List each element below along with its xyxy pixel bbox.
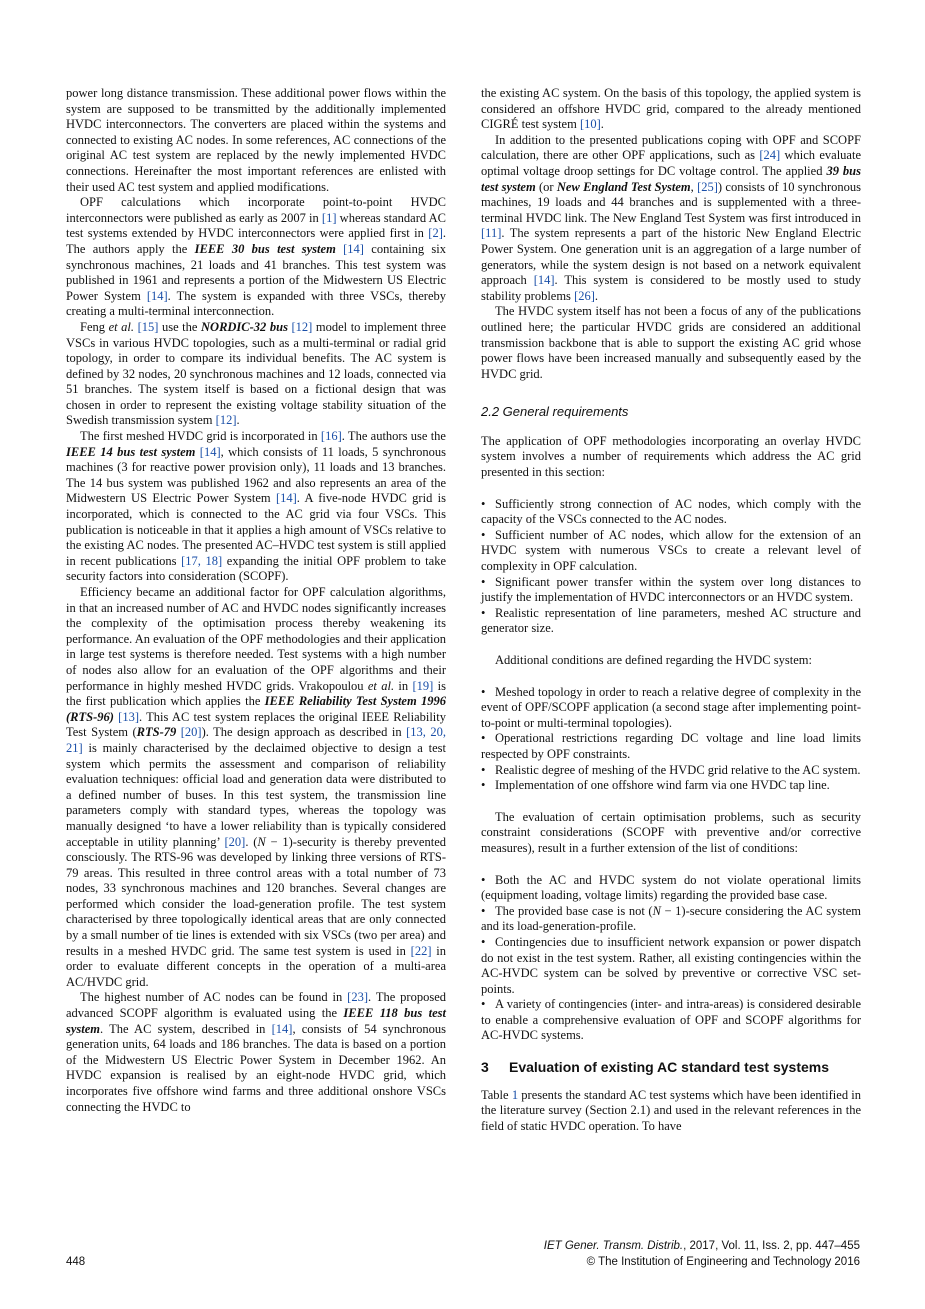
requirements-list <box>481 497 861 637</box>
list-item: • A variety of contingencies (inter- and intra-areas) is considered desirable to enable a comprehensive evaluation of OPF and SCOPF algorithms for AC-HVDC systems. <box>481 997 861 1044</box>
paragraph: power long distance transmission. These additional power flows within the system are supposed to be transmitted by the additionally implemented HVDC interconnectors. The converters are placed within the systems and connected to existing AC nodes. In some references, AC connections of the original AC test system are replaced by the newly implemented HVDC connections. Hereinafter the most important references are enlisted with their used AC test system and applied modifications. <box>66 86 446 194</box>
paragraph: Feng et al. [15] use the NORDIC-32 bus [12] model to implement three VSCs in various HVDC topologies, such as a multi-terminal or radial grid topology, in order to compare its individual benefits. The AC system is defined by 32 nodes, 20 synchronous machines and 12 loads, connected via 51 branches. The system itself is based on a fictional design that was chosen in order to represent the existing voltage stability situation of the Swedish transmission system [12]. <box>66 319 446 428</box>
test-system-name: New England Test System <box>556 179 691 194</box>
citation-link[interactable]: [14] <box>275 491 297 506</box>
hvdc-conditions-list <box>481 685 861 794</box>
test-system-name: IEEE 14 bus test system <box>66 444 196 459</box>
left-column <box>66 86 446 1115</box>
citation-link[interactable]: [12] <box>291 319 313 334</box>
paragraph: The first meshed HVDC grid is incorporated in [16]. The authors use the IEEE 14 bus test system [14], which consists of 11 loads, 5 synchronous machines (3 for reactive power provision only), 11 loads and 13 branches. The 14 bus system was published 1962 and also represents an area of the Midwestern US Electric Power System [14]. A five-node HVDC grid is incorporated, which is connected to the AC grid via four VSCs. This publication is noticeable in that it applies a high amount of VSCs relative to the existing AC nodes. The presented AC–HVDC test system is still applied in recent publications [17, 18] expanding the initial OPF problem to take security factors into consideration (SCOPF). <box>66 429 446 584</box>
citation-link[interactable]: [2] <box>428 226 443 241</box>
citation-link[interactable]: [14] <box>146 288 168 303</box>
citation-link[interactable]: [14] <box>271 1021 293 1036</box>
section-heading <box>481 1060 861 1076</box>
test-system-name: IEEE Reliability Test System 1996 (RTS-96) <box>66 694 446 724</box>
citation-link[interactable]: [15] <box>137 319 159 334</box>
paragraph: In addition to the presented publications coping with OPF and SCOPF calculation, there are other OPF applications, such as [24] which evaluate optimal voltage droop settings for DC voltage control. The applied 39 bus test system (or New England Test System, [25]) consists of 10 synchronous machines, 19 loads and 44 branches and is supplemented with a three-terminal HVDC link. The New England Test System was first introduced in [11]. The system represents a part of the historic New England Electric Power System. One generation unit is an aggregation of a large number of generators, while the system design is not based on a network equivalent approach [14]. This system is considered to be mostly used to study stability problems [26]. <box>481 132 862 303</box>
citation-link[interactable]: [17, 18] <box>181 553 223 568</box>
citation-link[interactable]: [25] <box>697 179 718 194</box>
list-item: • Implementation of one offshore wind farm via one HVDC tap line. <box>481 778 861 794</box>
paragraph: Efficiency became an additional factor for OPF calculation algorithms, in that an increased number of AC and HVDC nodes significantly increases the complexity of the optimisation process thereby weakening its performance. An evaluation of the OPF methodologies and their application in large test systems is therefore needed. Test systems with a high number of nodes also allow for an evaluation of the OPF algorithms and their performance in highly meshed HVDC grids. Vrakopoulou et al. in [19] is the first publication which applies the IEEE Reliability Test System 1996 (RTS-96) [13]. This AC test system replaces the original IEEE Reliability Test System (RTS-79 [20]). The design approach as described in [13, 20, 21] is mainly characterised by the declaimed objective to design a test system which permits the assessment and comparison of reliability evaluation techniques: official load and generation data were distributed to a defined number of buses. In this test system, the transmission line parameters comply with standard types, whereas the topology was manually designed ‘to have a lower reliability than is typically considered acceptable in utility planning’ [20]. (N − 1)-security is thereby prevented consciously. The RTS-96 was developed by linking three versions of RTS-79 areas. This resulted in three control areas with a total number of 73 nodes, 33 synchronous machines and 120 branches. Several changes are performed which consider the load-generation profile. The test system characterised by three topologically identical areas that are only connected by a small number of tie lines is extended with six VSCs (two per area) and results in a meshed HVDC grid. The same test system is used in [22] in order to evaluate different concepts in the operation of a multi-area AC/HVDC grid. <box>66 585 447 989</box>
paragraph: OPF calculations which incorporate point-to-point HVDC interconnectors were published as early as 2007 in [1] whereas standard AC test systems extended by HVDC interconnectors were applied first in [2]. The authors apply the IEEE 30 bus test system [14] containing six synchronous machines, 21 loads and 41 branches. This test system was published in 1961 and represents a portion of the Midwestern US Electric Power System [14]. The system is expanded with three VSCs, thereby creating a multi-terminal interconnection. <box>66 195 446 319</box>
list-item: • The provided base case is not (N − 1)-secure considering the AC system and its load-generation-profile. <box>481 904 861 935</box>
list-item: • Operational restrictions regarding DC voltage and line load limits respected by OPF constraints. <box>481 731 861 762</box>
paragraph: Table 1 presents the standard AC test systems which have been identified in the literature survey (Section 2.1) and used in the relevant references in the field of static HVDC operation. To have <box>481 1087 862 1133</box>
test-system-name: IEEE 30 bus test system <box>194 241 336 256</box>
citation-link[interactable]: [14] <box>199 444 221 459</box>
paragraph: the existing AC system. On the basis of this topology, the applied system is considered an offshore HVDC grid, compared to the already mentioned CIGRÉ test system [10]. <box>481 86 861 132</box>
citation-link[interactable]: [24] <box>759 148 781 163</box>
subsection-heading: 2.2 General requirements <box>481 404 629 420</box>
citation-link[interactable]: [14] <box>343 241 364 256</box>
citation-link[interactable]: [20] <box>180 725 202 740</box>
citation-link[interactable]: [20] <box>224 834 246 849</box>
paragraph: The application of OPF methodologies incorporating an overlay HVDC system involves a number of requirements which address the AC grid presented in this section: <box>481 433 861 480</box>
list-item: • Meshed topology in order to reach a relative degree of complexity in the event of OPF/SCOPF application (a second stage after implementing point-to-point or multi-terminal topologies). <box>481 685 861 732</box>
test-system-name: 39 bus test system <box>481 163 861 194</box>
citation-link[interactable]: [26] <box>574 288 595 303</box>
citation-link[interactable]: [12] <box>215 413 237 428</box>
list-item: • Significant power transfer within the system over long distances to justify the implementation of HVDC interconnectors or an HVDC system. <box>481 575 861 606</box>
copyright-notice: © The Institution of Engineering and Technology 2016 <box>586 1256 860 1268</box>
section-number: 3 <box>481 1059 489 1076</box>
table-link[interactable]: 1 <box>511 1087 519 1102</box>
paragraph: Additional conditions are defined regarding the HVDC system: <box>495 653 812 667</box>
list-item: • Sufficient number of AC nodes, which allow for the extension of an HVDC system with numerous VSCs to create a relevant level of complexity in OPF calculation. <box>481 528 861 575</box>
citation-link[interactable]: [11] <box>481 226 502 241</box>
page-number: 448 <box>66 1256 86 1268</box>
citation-link[interactable]: [16] <box>320 429 342 444</box>
list-item: • Both the AC and HVDC system do not violate operational limits (equipment loading, voltage limits) regarding the provided base case. <box>481 873 861 904</box>
test-system-name: RTS-79 <box>136 725 177 740</box>
citation-link[interactable]: [23] <box>347 990 368 1005</box>
citation-link[interactable]: [22] <box>410 943 432 958</box>
journal-citation: IET Gener. Transm. Distrib., 2017, Vol. 11, Iss. 2, pp. 447–455 <box>543 1240 860 1252</box>
right-column <box>481 86 861 1134</box>
test-system-name: NORDIC-32 bus <box>201 319 288 334</box>
citation-link[interactable]: [19] <box>412 678 434 693</box>
list-item: • Sufficiently strong connection of AC nodes, which comply with the capacity of the VSCs connected to the AC nodes. <box>481 497 861 528</box>
security-conditions-list <box>481 873 861 1045</box>
list-item: • Contingencies due to insufficient network expansion or power dispatch do not exist in the test system. Rather, all existing contingencies within the AC-HVDC system can be solved by preventive or corrective VSC set-points. <box>481 935 861 997</box>
section-title: Evaluation of existing AC standard test systems <box>509 1059 830 1076</box>
footer-citation <box>544 1238 860 1270</box>
citation-link[interactable]: [10] <box>579 117 601 132</box>
citation-link[interactable]: [13, 20, 21] <box>66 725 447 755</box>
list-item: • Realistic representation of line parameters, meshed AC structure and generator size. <box>481 606 861 637</box>
citation-link[interactable]: [1] <box>321 210 337 225</box>
list-item: • Realistic degree of meshing of the HVDC grid relative to the AC system. <box>481 763 861 779</box>
paragraph: The highest number of AC nodes can be found in [23]. The proposed advanced SCOPF algorithm is evaluated using the IEEE 118 bus test system. The AC system, described in [14], consists of 54 synchronous generation units, 64 loads and 186 branches. The data is based on a portion of the Midwestern US Electric Power System in December 1962. An HVDC expansion is realised by an eight-node HVDC grid, which incorporates five offshore wind farms and three additional onshore VSCs connecting the HVDC to <box>66 990 446 1114</box>
test-system-name: IEEE 118 bus test system <box>66 1006 446 1036</box>
paragraph: The evaluation of certain optimisation problems, such as security constraint considerations (SCOPF with preventive and/or corrective measures), result in a further extension of the list of conditions: <box>481 809 861 855</box>
citation-link[interactable]: [14] <box>533 273 555 288</box>
paragraph: The HVDC system itself has not been a focus of any of the publications outlined here; the particular HVDC grids are considered an additional transmission backbone that is able to support the existing AC grid whose power flows have been increased manually and subsequently eased by the HVDC grid. <box>481 304 861 381</box>
citation-link[interactable]: [13] <box>118 709 139 724</box>
